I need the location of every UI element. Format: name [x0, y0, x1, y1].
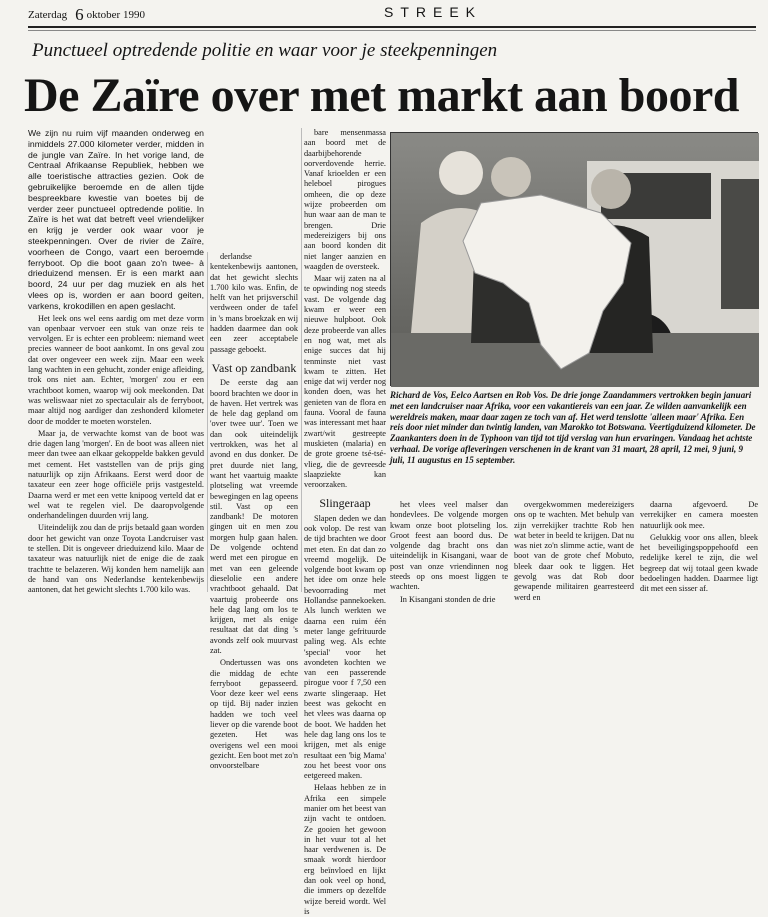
caption-text: De drie jonge Zaandammers vertrokken begin januari met een landcruiser naar Afrika, voor een vakantiereis van een jaar. Ze wilden aanvankelijk een wereldreis maken, maar daar zagen ze toch van af. Het werd tenslotte 'alleen maar' Afrika. Een reis door niet minder dan twintig landen, van Marokko tot Botswana. Veertigduizend kilometer. [390, 390, 752, 433]
article-column-3 [304, 128, 386, 916]
masthead-rule-thin [28, 30, 756, 31]
paragraph: derlandse kentekenbewijs aantonen, dat het gewicht slechts 1.700 kilo was. Enfin, de helft van het prijsverschil verdween onder de tafel in 's mans broekzak en wij hadden daarmee dan ook een zeer acceptabele passage geboekt. [210, 252, 298, 354]
subheading: Slingeraap [319, 496, 371, 511]
day-number: 6 [75, 5, 84, 24]
month-year: oktober 1990 [86, 9, 145, 21]
article-column-1 [28, 128, 204, 594]
kicker: Punctueel optredende politie en waar voor je steekpenningen [32, 40, 498, 61]
paragraph: Uiteindelijk zou dan de prijs betaald gaan worden door het gewicht van onze Toyota Landcruiser vast te stellen. Dit is ongeveer drieduizend kilo. Maar de taxateur was natuurlijk niet de enige die de zaak trachtte te belazeren. Wij konden hem namelijk aan de hand van ons Nederlandse kentekenbewijs aantonen, dat het gewicht slechts 1.700 kilo was. [28, 523, 204, 595]
paragraph: bare mensenmassa aan boord met de daarbijbehorende oorverdovende herrie. Vanaf krioelden er een heleboel pirogues omheen, die op deze wijze probeerden om hun waar aan de man te brengen. Drie medereizigers bij ons aan boord konden dit niet langer aanzien en waagden de oversteek. [304, 128, 386, 271]
headline: De Zaïre over met markt aan boord [24, 69, 739, 122]
paragraph: Slapen deden we dan ook volop. De rest van de tijd brachten we door met eten. En dat dan zo vreemd mogelijk. De volgende boot kwam op het idee om onze hele bevoorrading met Hollandse pannekoeken. Als lunch werkten we daarna een ruim één meter lange gefrituurde paling weg. Als echte 'special' voor het avondeten kochten we van een passerende pirogue voor f 7,50 een zwarte slingeraap. Het beest was gekocht en het vlees was daarna op de boot. We hadden het hele dag lang ons los te krijgen, met als enige resultaat een 'big Mama' zou het beest voor ons eetgereed maken. [304, 513, 386, 781]
article-column-5 [514, 500, 634, 602]
photo-three-travellers-icon [391, 133, 759, 387]
subheading: Vast op zandbank [211, 360, 297, 375]
column-divider [207, 252, 208, 592]
paragraph: In Kisangani stonden de drie [400, 594, 496, 604]
paragraph: Het leek ons wel eens aardig om met deze vorm van openbaar vervoer een stuk van onze reis te vervolgen. Er is echter een probleem: niemand weet precies wanneer de boot aankomt. In ons geval zou dat over ongeveer een week zijn. Maar een week lang wachten in een gehucht, zonder enige afleiding, trok ons niet aan. Echter, 'morgen' zou er een vrachtboot komen, waarop wij ook meekonden. Dat was weliswaar niet zo spectaculair als de ferryboot, maar altijd nog aardiger dan zeshonderd kilometer door de modder te moeten worstelen. [28, 313, 204, 426]
paragraph: Maar wij zaten na al te opwinding nog steeds vast. De volgende dag kwam er weer een nieuwe hulpboot. Ook deze probeerde van alles en nog wat, met als enige succes dat hij tenminste niet vast kwam te zitten. Het enige dat wij verder nog konden doen, was het genieten van de flora en fauna. Vooral de fauna was interessant met haar zwart/wit gestreepte muskieten (malaria) en de grote groene tsé-tsé-vlieg, die de gevreesde slaapziekte kan veroorzaken. [304, 274, 386, 490]
paragraph: Helaas hebben ze in Afrika een simpele manier om het beest van zijn vacht te ontdoen. Ze gooien het gewoon in het vuur tot al het haar verdwenen is. De smaak wordt hierdoor erg beïnvloed en lijkt dan ook veel op hond, die immers op dezelfde wijze bereid wordt. Wel is [304, 783, 386, 916]
paragraph: De eerste dag aan boord brachten we door in de haven. Het vertrek was de hele dag gepland om 'over twee uur'. Toen we dan ook uiteindelijk vertrokken, was het al avond en dus donker. De pret duurde niet lang, want het vaartuig maakte plotseling wat vreemde bewegingen en lag opeens stil. Vast op een zandbank! De motoren gingen uit en men zou morgen hulp gaan halen. De volgende ochtend werd met een pirogue en met van een geleende dieselolie een andere vrachtboot gehaald. Dat vaartuig probeerde ons hele dag lang om los te krijgen, met als enige resultaat dat dat ding 's avonds zelf ook muurvast zat. [210, 378, 298, 655]
section-title: STREEK [384, 4, 483, 20]
photo [390, 132, 758, 386]
article-column-2 [210, 252, 298, 771]
paragraph: overgekwommen medereizigers ons op te wachten. Met behulp van zijn verrekijker trachtte Rob hen wat beter in beeld te krijgen. Dat nu was niet zo'n slimme actie, want de boot van de grote chef Mobuto, bleek daar ook te liggen. Het gevolg was dat Rob door gewapende militairen gearresteerd werd en [514, 500, 634, 602]
photo-caption [390, 390, 758, 466]
paragraph: Maar ja, de verwachte komst van de boot was drie dagen lang 'morgen'. En de boot was alleen niet meer dan twee aan elkaar gekoppelde bakken gevuld met cement. Het vaststellen van de prijs ging natuurlijk op zijn Afrikaans. Eerst werd door de taxateur een zeer hoge officiële prijs vastgesteld. Daarna werd er met een vette knipoog verteld dat er wel wat te regelen viel. De daaropvolgende onderhandelingen duurden vrij lang. [28, 428, 204, 521]
column-divider [301, 128, 302, 592]
paragraph: daarna afgevoerd. De verrekijker en camera moesten natuurlijk ook mee. [640, 500, 758, 530]
article-column-4 [390, 500, 508, 604]
paragraph: Gelukkig voor ons allen, bleek het beveiligingspoppehoofd een redelijke kerel te zijn, die wel begreep dat wij totaal geen kwade bedoelingen hadden. Daarmee ligt dit met een sisser af. [640, 532, 758, 594]
weekday: Zaterdag [28, 9, 68, 21]
paragraph: Ondertussen was ons die middag de echte ferryboot gepasseerd. Voor deze keer wel eens op tijd. Bij nader inzien hadden we toch veel liever op die varende boot gezeten. Het was overigens wel een mooi gezicht. Een boot met zo'n onvoorstelbare [210, 658, 298, 771]
caption-names: Richard de Vos, Eelco Aartsen en Rob Vos. [390, 390, 549, 400]
article-column-6 [640, 500, 758, 594]
article-lead: We zijn nu ruim vijf maanden onderweg en inmiddels 27.000 kilometer verder, midden in de jungle van Zaïre. In het vorige land, de Centraal Afrikaanse Republiek, hebben we alle toeristische attracties gezien. Ook de gebruikelijke beroemde en de allen tijde bespreekbare kwestie van boetes bij de verder zeer punctueel optredende politie. In Zaïre is het wat dat betreft veel vriendelijker en krijg je verder ook waar voor je steekpenningen. Over de rivier de Zaïre, voorheen de Congo, vaart een beroemde ferryboot. Op die boot gaan zo'n twee- à drieduizend mensen. Er is een markt aan boord, 24 uur per dag muziek en als het vlees op is, worden er aan boord geiten, varkens, krokodillen en apen geslacht. [28, 128, 204, 311]
masthead-rule [28, 26, 756, 28]
caption-footer: De Zaankanters doen in de Typhoon van tijd tot tijd verslag van hun ervaringen. Vandaag het achtste verhaal. De vorige afleveringen verschenen in de krant van 31 maart, 28 april, 12 mei, 9 juni, 9 juli, 11 augustus en 15 september. [390, 422, 756, 465]
paragraph: het vlees veel malser dan hondevlees. De volgende morgen kwam onze boot plotseling los. Groot feest aan boord dus. De volgende dag bracht ons dan uiteindelijk in Kisangani, waar de post van onze vriendinnen nog steeds op ons moest liggen te wachten. [390, 500, 508, 592]
issue-date [28, 5, 145, 25]
